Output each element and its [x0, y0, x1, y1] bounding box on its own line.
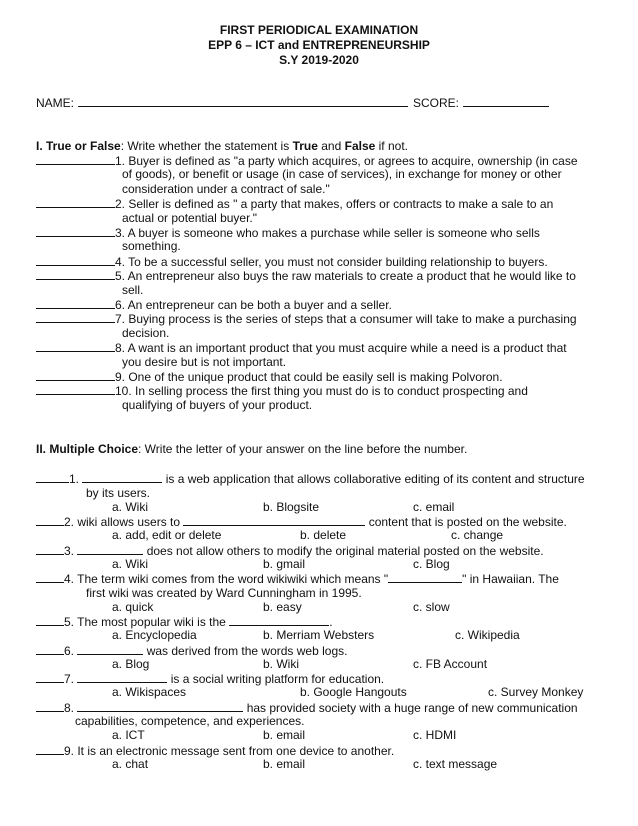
- exam-subject: EPP 6 – ICT and ENTREPRENEURSHIP: [208, 38, 430, 52]
- q9-option-c: c. text message: [413, 757, 498, 771]
- q5-option-a: a. Encyclopedia: [112, 628, 197, 642]
- q3-option-c: c. Blog: [413, 557, 450, 571]
- q7-option-c: c. Survey Monkey: [488, 685, 584, 699]
- mc-question-1-cont: by its users.: [86, 486, 151, 500]
- q1-option-b: b. Blogsite: [263, 500, 320, 514]
- exam-title: FIRST PERIODICAL EXAMINATION: [219, 23, 419, 37]
- tf-item-cont: actual or potential buyer.": [122, 211, 258, 225]
- mc-question-2: 2. wiki allows users to content that is posted on the website.: [36, 514, 567, 529]
- q8-option-b: b. email: [263, 728, 306, 742]
- fill-blank: [77, 543, 143, 555]
- tf-item: 9. One of the unique product that could be easily sell is making Polvoron.: [36, 369, 503, 384]
- school-year: S.Y 2019-2020: [279, 53, 359, 67]
- section2-heading: II. Multiple Choice: Write the letter of your answer on the line before the number.: [36, 442, 468, 456]
- tf-item: 1. Buyer is defined as "a party which acquires, or agrees to acquire, ownership (in case: [36, 153, 578, 168]
- answer-blank: [36, 340, 115, 352]
- answer-blank: [36, 571, 64, 583]
- tf-item: 7. Buying process is the series of steps that a consumer will take to make a purchasing: [36, 311, 577, 326]
- answer-blank: [36, 383, 115, 395]
- q3-option-b: b. gmail: [263, 557, 306, 571]
- q6-option-a: a. Blog: [112, 657, 150, 671]
- mc-question-3: 3. does not allow others to modify the original material posted on the website.: [36, 543, 544, 558]
- q9-option-a: a. chat: [112, 757, 149, 771]
- q1-option-c: c. email: [413, 500, 455, 514]
- tf-item: 8. A want is an important product that you must acquire while a need is a product that: [36, 340, 567, 355]
- name-blank: [78, 95, 408, 107]
- q4-option-b: b. easy: [263, 600, 302, 614]
- mc-question-6: 6. was derived from the words web logs.: [36, 643, 347, 658]
- tf-item: 10. In selling process the first thing you must do is to conduct prospecting and: [36, 383, 528, 398]
- answer-blank: [36, 268, 115, 280]
- answer-blank: [36, 225, 115, 237]
- answer-blank: [36, 196, 115, 208]
- fill-blank: [82, 471, 162, 483]
- tf-item-cont: something.: [122, 239, 181, 253]
- score-label: SCORE:: [413, 96, 460, 110]
- answer-blank: [36, 671, 64, 683]
- q5-option-b: b. Merriam Websters: [263, 628, 375, 642]
- mc-question-8: 8. has provided society with a huge range of new communication: [36, 700, 578, 715]
- answer-blank: [36, 254, 115, 266]
- tf-item-cont: of goods), or benefit or usage (in case of services), in exchange for money or other: [122, 167, 562, 181]
- tf-item-cont: sell.: [122, 283, 144, 297]
- tf-item-cont: decision.: [122, 326, 170, 340]
- score-blank: [463, 95, 549, 107]
- fill-blank: [77, 643, 143, 655]
- q2-option-a: a. add, edit or delete: [112, 528, 222, 542]
- q7-option-a: a. Wikispaces: [112, 685, 187, 699]
- tf-item-cont: consideration under a contract of sale.": [122, 182, 330, 196]
- section1-title: I. True or False: [36, 139, 121, 153]
- answer-blank: [36, 614, 64, 626]
- q8-option-c: c. HDMI: [413, 728, 457, 742]
- q6-option-b: b. Wiki: [263, 657, 299, 671]
- answer-blank: [36, 643, 64, 655]
- fill-blank: [388, 571, 462, 583]
- q8-option-a: a. ICT: [112, 728, 145, 742]
- answer-blank: [36, 700, 64, 712]
- q5-option-c: c. Wikipedia: [455, 628, 520, 642]
- tf-item: 6. An entrepreneur can be both a buyer and a seller.: [36, 297, 392, 312]
- mc-question-8-cont: capabilities, competence, and experiences.: [75, 714, 305, 728]
- mc-question-4-cont: first wiki was created by Ward Cunningham in 1995.: [86, 586, 362, 600]
- tf-item: 5. An entrepreneur also buys the raw materials to create a product that he would like to: [36, 268, 576, 283]
- q6-option-c: c. FB Account: [413, 657, 488, 671]
- fill-blank: [77, 700, 243, 712]
- answer-blank: [36, 543, 64, 555]
- q3-option-a: a. Wiki: [112, 557, 148, 571]
- tf-item-cont: qualifying of buyers of your product.: [122, 398, 313, 412]
- mc-question-7: 7. is a social writing platform for education.: [36, 671, 384, 686]
- mc-question-1: 1. is a web application that allows collaborative editing of its content and structure: [36, 471, 585, 486]
- section1-heading: I. True or False: Write whether the statement is True and False if not.: [36, 139, 408, 153]
- score-field: [413, 95, 549, 110]
- q4-option-c: c. slow: [413, 600, 450, 614]
- name-label: NAME:: [36, 96, 75, 110]
- q4-option-a: a. quick: [112, 600, 154, 614]
- q7-option-b: b. Google Hangouts: [300, 685, 407, 699]
- fill-blank: [229, 614, 329, 626]
- tf-item: 4. To be a successful seller, you must not consider building relationship to buyers.: [36, 254, 548, 269]
- tf-item: 2. Seller is defined as " a party that makes, offers or contracts to make a sale to an: [36, 196, 553, 211]
- q1-option-a: a. Wiki: [112, 500, 148, 514]
- section2-title: II. Multiple Choice: [36, 442, 139, 456]
- answer-blank: [36, 471, 69, 483]
- q2-option-c: c. change: [451, 528, 504, 542]
- mc-question-5: 5. The most popular wiki is the .: [36, 614, 333, 629]
- mc-question-4: 4. The term wiki comes from the word wikiwiki which means " " in Hawaiian. The: [36, 571, 559, 586]
- answer-blank: [36, 369, 115, 381]
- q2-option-b: b. delete: [300, 528, 347, 542]
- tf-item: 3. A buyer is someone who makes a purchase while seller is someone who sells: [36, 225, 540, 240]
- tf-item-cont: you desire but is not important.: [122, 355, 287, 369]
- answer-blank: [36, 153, 115, 165]
- answer-blank: [36, 311, 115, 323]
- q9-option-b: b. email: [263, 757, 306, 771]
- answer-blank: [36, 743, 64, 755]
- mc-question-9: 9. It is an electronic message sent from one device to another.: [36, 743, 394, 758]
- name-field: [36, 95, 408, 110]
- answer-blank: [36, 514, 64, 526]
- answer-blank: [36, 297, 115, 309]
- fill-blank: [77, 671, 167, 683]
- fill-blank: [183, 514, 365, 526]
